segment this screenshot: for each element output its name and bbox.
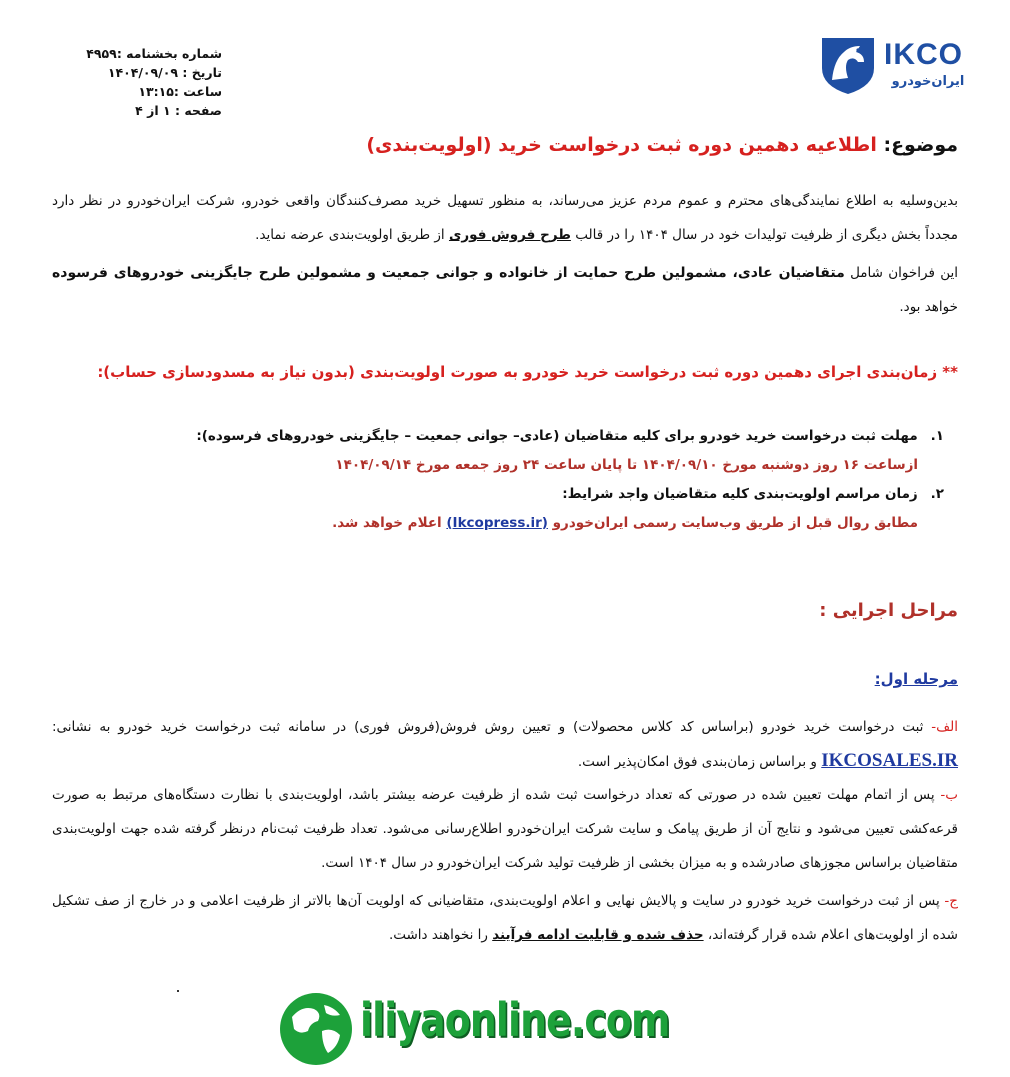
watermark-text: iliyaonline.com — [360, 993, 670, 1047]
subject-title: اطلاعیه دهمین دوره ثبت درخواست خرید (اولویت‌بندی) — [366, 134, 877, 156]
ikcosales-link[interactable]: IKCOSALES.IR — [821, 750, 958, 771]
schedule-title: ** زمان‌بندی اجرای دهمین دوره ثبت درخواست خرید خودرو به صورت اولویت‌بندی (بدون نیاز به مسدودسازی حساب): — [97, 363, 958, 381]
bulletin-number: شماره بخشنامه :۴۹۵۹ — [86, 46, 222, 61]
item-title: مهلت ثبت درخواست خرید خودرو برای کلیه متقاضیان (عادی– جوانی جمعیت – جایگزینی خودروهای فرسوده): — [196, 428, 918, 444]
item-number: ۱. — [930, 428, 944, 444]
applicants-text-end: خواهد بود. — [899, 299, 958, 315]
applicants-text: این فراخوان شامل — [844, 265, 958, 281]
subject-line — [52, 132, 958, 158]
schedule-item-1 — [52, 422, 958, 480]
stage-one-title: مرحله اول: — [874, 670, 958, 688]
item-detail — [52, 509, 958, 538]
step-jim-prefix: ج- — [944, 893, 958, 909]
step-alef-text: ثبت درخواست خرید خودرو (براساس کد کلاس محصولات) و تعیین روش فروش(فروش فوری) در سامانه ثبت درخواست خرید خودرو به نشانی: — [52, 719, 932, 735]
step-be-prefix: ب- — [940, 787, 958, 803]
stray-dot — [177, 990, 179, 992]
site-watermark — [278, 985, 698, 1065]
document-date: تاریخ : ۱۴۰۴/۰۹/۰۹ — [107, 65, 222, 80]
step-jim-text-end: را نخواهند داشت. — [388, 927, 493, 943]
steps-title: مراحل اجرایی : — [819, 600, 958, 621]
step-be-text: پس از اتمام مهلت تعیین شده در صورتی که تعداد درخواست ثبت شده از ظرفیت عرضه بیشتر باشد، اولویت‌بندی با نظارت دستگاه‌های مرتبط به صورت قرعه‌کشی تعیین می‌شود و نتایج آن از طریق پیامک و سایت شرکت ایران‌خودرو اطلاع‌رسانی می‌شود. تعداد ظرفیت ثبت‌نام درنظر گرفته شده جهت اولویت‌بندی متقاضیان براساس مجوزهای صادرشده و به میزان بخشی از ظرفیت تولید شرکت ایران‌خودرو در سال ۱۴۰۴ است. — [52, 787, 958, 871]
step-jim-text: پس از ثبت درخواست خرید خودرو در سایت و پالایش نهایی و اعلام اولویت‌بندی، متقاضیانی که اولویت آن‌ها بالاتر از ظرفیت اعلامی و در خارج از صف تشکیل شده از اولویت‌های اعلام شده قرار گرفته‌اند، — [52, 893, 958, 943]
item-number: ۲. — [930, 486, 944, 502]
step-be — [52, 778, 958, 880]
step-alef-prefix: الف- — [931, 719, 958, 735]
subject-label: موضوع: — [883, 134, 958, 156]
step-jim — [52, 884, 958, 952]
step-alef — [52, 710, 958, 779]
item-title: زمان مراسم اولویت‌بندی کلیه متقاضیان واجد شرایط: — [562, 486, 918, 502]
ikco-logo — [818, 34, 968, 100]
step-alef-text-end: و براساس زمان‌بندی فوق امکان‌پذیر است. — [577, 754, 822, 770]
instant-sale-plan: طرح فروش فوری — [448, 227, 571, 243]
removal-notice: حذف شده و قابلیت ادامه فرآیند — [492, 927, 704, 943]
schedule-item-2 — [52, 480, 958, 538]
intro-text: بدین‌وسلیه به اطلاع نمایندگی‌های محترم و عموم مردم عزیز می‌رساند، به منظور تسهیل خرید مصرف‌کنندگان واقعی خودرو، شرکت ایران‌خودرو در نظر دارد مجدداً بخش دیگری از ظرفیت تولیدات خود در سال ۱۴۰۴ را در قالب — [52, 193, 958, 243]
item-detail-text-end: اعلام خواهد شد. — [332, 515, 447, 531]
ikcopress-link[interactable]: (Ikcopress.ir) — [446, 515, 548, 531]
item-detail: ازساعت ۱۶ روز دوشنبه مورخ ۱۴۰۴/۰۹/۱۰ تا پایان ساعت ۲۴ روز جمعه مورخ ۱۴۰۴/۰۹/۱۴ — [335, 457, 918, 473]
page-number: صفحه : ۱ از ۴ — [135, 103, 222, 118]
brand-name-fa: ایران‌خودرو — [891, 74, 965, 89]
intro-text-end: از طریق اولویت‌بندی عرضه نماید. — [255, 227, 449, 243]
intro-paragraph-2 — [52, 256, 958, 324]
applicant-groups: متقاضیان عادی، مشمولین طرح حمایت از خانواده و جوانی جمعیت و مشمولین طرح جایگزینی خودروهای فرسوده — [52, 265, 845, 281]
item-detail-text: مطابق روال قبل از طریق وب‌سایت رسمی ایران‌خودرو — [547, 515, 918, 531]
document-meta — [72, 44, 222, 120]
horse-shield-icon — [818, 34, 878, 96]
document-time: ساعت :۱۳:۱۵ — [138, 84, 222, 99]
globe-icon — [278, 991, 354, 1067]
intro-paragraph-1 — [52, 184, 958, 252]
brand-name: IKCO — [884, 38, 963, 71]
